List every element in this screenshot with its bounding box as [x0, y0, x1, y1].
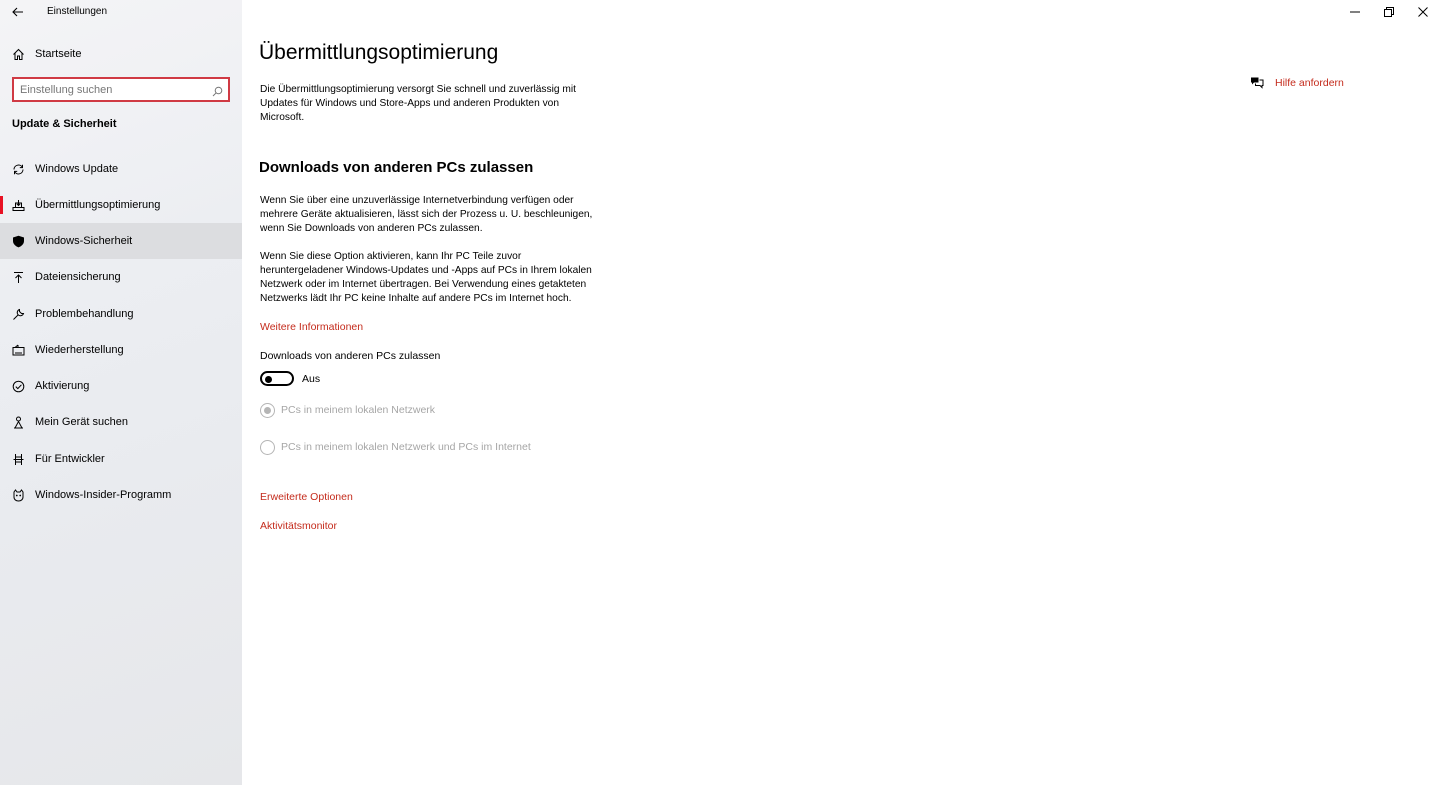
sidebar-item-label: Übermittlungsoptimierung — [35, 199, 161, 211]
toggle-label: Downloads von anderen PCs zulassen — [260, 350, 441, 362]
sidebar-item-find-my-device[interactable] — [0, 404, 242, 440]
delivery-icon — [11, 198, 25, 212]
close-icon — [1418, 7, 1428, 17]
sidebar-item-troubleshoot[interactable] — [0, 296, 242, 332]
radio-dot — [264, 407, 271, 414]
radio-label-local-network: PCs in meinem lokalen Netzwerk — [281, 404, 436, 416]
close-button[interactable] — [1406, 0, 1440, 24]
section-heading: Downloads von anderen PCs zulassen — [259, 159, 534, 176]
minimize-button[interactable] — [1338, 0, 1372, 24]
sidebar-item-backup[interactable] — [0, 259, 242, 295]
home-icon — [11, 47, 25, 61]
radio-label-local-and-internet: PCs in meinem lokalen Netzwerk und PCs im Internet — [281, 441, 531, 453]
radio-local-network[interactable] — [260, 403, 275, 418]
sidebar-item-label: Aktivierung — [35, 380, 90, 392]
allow-downloads-toggle[interactable] — [260, 371, 294, 386]
insider-icon — [11, 488, 25, 502]
shield-icon — [11, 234, 25, 248]
developer-icon — [11, 452, 25, 466]
help-label: Hilfe anfordern — [1275, 76, 1344, 89]
back-arrow-icon — [12, 7, 24, 17]
sidebar-item-label: Für Entwickler — [35, 453, 105, 465]
sidebar-item-label: Windows-Insider-Programm — [35, 489, 172, 501]
sidebar-item-insider-program[interactable] — [0, 477, 242, 513]
app-title: Einstellungen — [47, 6, 108, 17]
sidebar-item-windows-update[interactable] — [0, 151, 242, 187]
main-content — [242, 0, 1440, 785]
intro-text: Die Übermittlungsoptimierung versorgt Sie schnell und zuverlässig mit Updates für Windows und Store-Apps und anderen Produkten von Microsoft. — [260, 84, 576, 123]
person-location-icon — [11, 415, 25, 429]
sidebar-item-activation[interactable] — [0, 368, 242, 404]
get-help-link[interactable] — [1250, 76, 1344, 89]
toggle-state-label: Aus — [302, 373, 321, 385]
sidebar-item-home[interactable] — [0, 36, 242, 72]
section-title: Update & Sicherheit — [12, 118, 117, 130]
sidebar-item-label: Problembehandlung — [35, 308, 134, 320]
description-paragraph-2: Wenn Sie diese Option aktivieren, kann Ihr PC Teile zuvor heruntergeladener Windows-Updates und -Apps auf PCs in Ihrem lokalen Netzwerk oder im Internet übertragen. Bei Verwendung eines getakteten Netzwerks lädt Ihr PC keine Inhalte auf andere PCs im Internet hoch. — [260, 251, 592, 304]
description-paragraph-1: Wenn Sie über eine unzuverlässige Internetverbindung verfügen oder mehrere Geräte aktualisieren, lässt sich der Prozess u. U. beschleunigen, wenn Sie Downloads von anderen PCs zulassen. — [260, 195, 593, 234]
backup-icon — [11, 270, 25, 284]
sync-icon — [11, 162, 25, 176]
sidebar-item-developers[interactable] — [0, 441, 242, 477]
toggle-knob — [265, 376, 272, 383]
selection-indicator — [0, 196, 3, 214]
sidebar-item-delivery-optimization[interactable] — [0, 187, 242, 223]
search-field[interactable] — [12, 77, 230, 102]
minimize-icon — [1350, 7, 1360, 17]
chat-help-icon — [1250, 76, 1264, 89]
back-button[interactable] — [9, 3, 27, 21]
title-bar-left — [0, 0, 242, 24]
activity-monitor-link[interactable]: Aktivitätsmonitor — [260, 520, 338, 532]
sidebar-item-label: Windows Update — [35, 163, 119, 175]
sidebar-item-label: Windows-Sicherheit — [35, 235, 133, 247]
window-controls — [1338, 0, 1440, 24]
restore-button[interactable] — [1372, 0, 1406, 24]
search-icon[interactable] — [212, 84, 223, 102]
sidebar-item-label: Mein Gerät suchen — [35, 416, 128, 428]
check-circle-icon — [11, 379, 25, 393]
sidebar — [0, 0, 242, 785]
recovery-icon — [11, 343, 25, 357]
sidebar-item-label: Wiederherstellung — [35, 344, 124, 356]
wrench-icon — [11, 307, 25, 321]
page-title: Übermittlungsoptimierung — [259, 41, 499, 64]
sidebar-item-label: Startseite — [35, 48, 82, 60]
more-info-link[interactable]: Weitere Informationen — [260, 321, 364, 333]
advanced-options-link[interactable]: Erweiterte Optionen — [260, 491, 353, 503]
search-input[interactable] — [14, 84, 204, 96]
sidebar-item-label: Dateiensicherung — [35, 271, 121, 283]
sidebar-item-recovery[interactable] — [0, 332, 242, 368]
radio-local-and-internet[interactable] — [260, 440, 275, 455]
sidebar-item-windows-security[interactable] — [0, 223, 242, 259]
restore-icon — [1384, 7, 1394, 17]
